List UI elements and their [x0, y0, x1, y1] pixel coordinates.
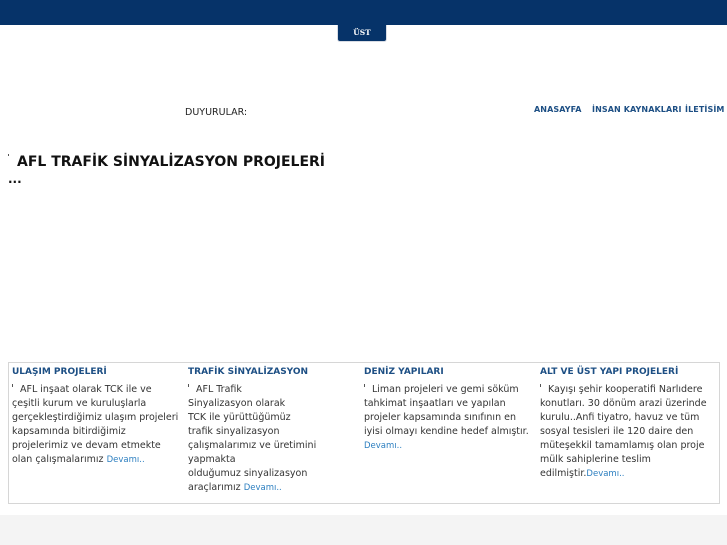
nav-hr-link[interactable]: İNSAN KAYNAKLARI — [592, 105, 682, 114]
text-line: gerçekleştirdiğimiz ulaşım projeleri — [12, 412, 179, 423]
text-line: Sinyalizasyon olarak — [188, 398, 286, 409]
project-column-ulasim — [12, 367, 182, 467]
hero-title: AFL TRAFİK SİNYALİZASYON PROJELERİ — [17, 154, 326, 170]
text-line: AFL inşaat olarak TCK ile ve — [20, 384, 152, 395]
text-line: TCK ile yürüttüğümüz — [188, 412, 291, 423]
bullet-icon — [540, 384, 543, 387]
column-text — [188, 383, 358, 495]
footer-bar — [0, 515, 727, 545]
text-line: çeşitli kurum ve kuruluşlarla — [12, 398, 147, 409]
bullet-icon — [188, 384, 191, 387]
bullet-icon — [12, 384, 15, 387]
text-line: Liman projeleri ve gemi söküm — [372, 384, 519, 395]
bullet-icon — [8, 154, 9, 156]
text-line: tahkimat inşaatları ve yapılan — [364, 398, 506, 409]
text-line: konutları. 30 dönüm arazi üzerinde — [540, 398, 707, 409]
column-text — [364, 383, 534, 453]
column-title[interactable]: ALT VE ÜST YAPI PROJELERİ — [540, 367, 679, 377]
bullet-icon — [364, 384, 367, 387]
text-line: projelerimiz ve devam etmekte — [12, 440, 161, 451]
text-line: yapmakta — [188, 454, 236, 465]
text-line: kapsamında bitirdiğimiz — [12, 426, 126, 437]
text-line: olan çalışmalarımız — [12, 454, 104, 465]
announcements-label: DUYURULAR: — [185, 107, 248, 118]
top-bar — [0, 0, 727, 25]
text-line: iyisi olmayı kendine hedef almıştır. — [364, 426, 529, 437]
project-column-trafik — [188, 367, 358, 495]
text-line: müteşekkil tamamlamış olan proje — [540, 440, 705, 451]
project-column-deniz — [364, 367, 534, 453]
nav-home-link[interactable]: ANASAYFA — [534, 105, 582, 114]
text-line: Kayışı şehir kooperatifi Narlıdere — [548, 384, 703, 395]
text-line: olduğumuz sinyalizasyon — [188, 468, 308, 479]
column-title[interactable]: DENİZ YAPILARI — [364, 367, 444, 377]
hero-ellipsis: ... — [8, 172, 22, 186]
text-line: mülk sahiplerine teslim — [540, 454, 651, 465]
text-line: sosyal tesisleri ile 120 daire den — [540, 426, 694, 437]
read-more-link[interactable]: Devamı.. — [243, 483, 282, 493]
column-title[interactable]: TRAFİK SİNYALİZASYON — [188, 367, 309, 377]
read-more-link[interactable]: Devamı.. — [586, 469, 625, 479]
text-line: araçlarımız — [188, 482, 241, 493]
read-more-link[interactable]: Devamı.. — [364, 441, 403, 451]
text-line: projeler kapsamında sınıfının en — [364, 412, 516, 423]
project-column-alt-ust — [540, 367, 718, 481]
text-line: çalışmalarımız ve üretimini — [188, 440, 317, 451]
read-more-link[interactable]: Devamı.. — [106, 455, 145, 465]
text-line: kurulu..Anfi tiyatro, havuz ve tüm — [540, 412, 700, 423]
text-line: trafik sinyalizasyon — [188, 426, 280, 437]
top-panel-button[interactable]: ÜST PANEL — [337, 25, 387, 42]
column-text — [540, 383, 718, 481]
text-line: edilmiştir. — [540, 468, 587, 479]
column-text — [12, 383, 182, 467]
text-line: AFL Trafik — [196, 384, 242, 395]
column-title[interactable]: ULAŞIM PROJELERİ — [12, 367, 107, 377]
nav-contact-link[interactable]: İLETİSİM — [685, 105, 725, 114]
